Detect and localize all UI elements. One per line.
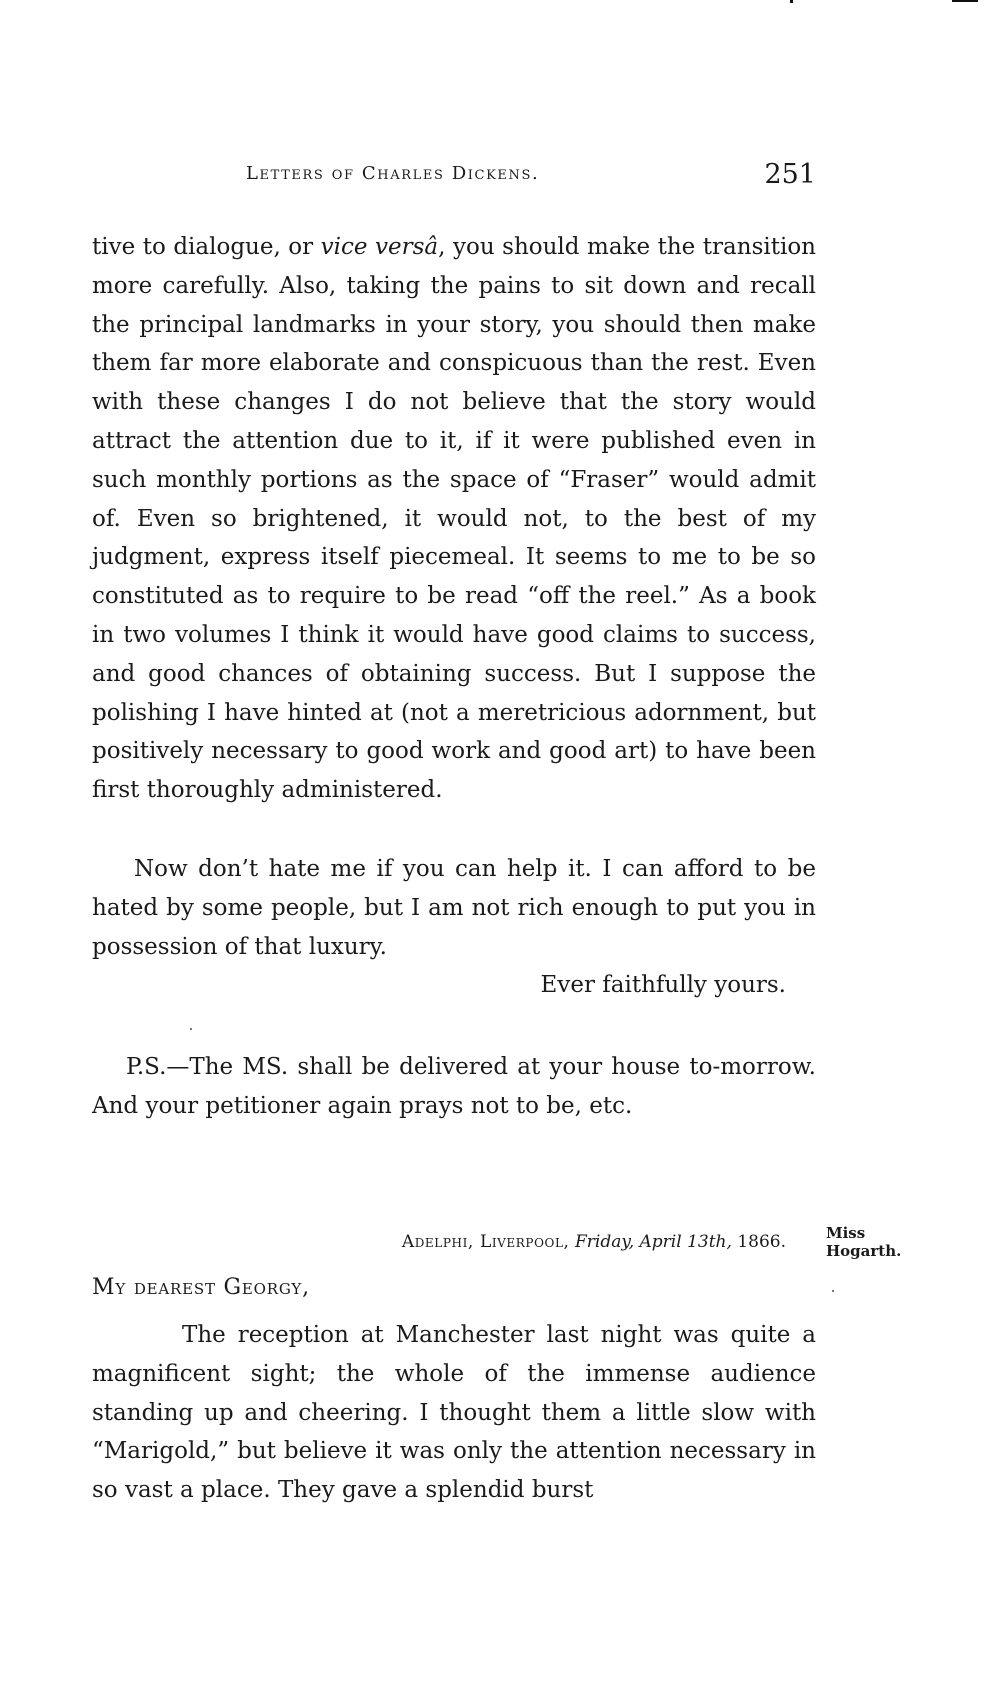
dateline-year: 1866. <box>737 1232 786 1252</box>
postscript: P.S.—The MS. shall be delivered at your house to-morrow. And your petitioner again prays not to be, etc. <box>92 1054 816 1119</box>
letter-2-paragraph-1: The reception at Manchester last night was quite a magnificent sight; the whole of the immense audience standing up and cheering. I thought them a little slow with “Marigold,” but believe it was only the attention necessary in so vast a place. They gave a splendid burst <box>92 1322 816 1504</box>
paragraph-1-text-b: , you should make the transition more carefully. Also, taking the pains to sit down and recall the principal landmarks in your story, you should then make them far more elaborate and conspicuous than the rest. Even with these changes I do not believe that the story would attract the attention due to it, if it were published even in such monthly portions as the space of “Fraser” would admit of. Even so brightened, it would not, to the best of my judgment, express itself piecemeal. It seems to me to be so constituted as to require to be read “off the reel.” As a book in two volumes I think it would have good claims to success, and good chances of obtaining success. But I suppose the polishing I have hinted at (not a meretricious adornment, but positively necessary to good work and good art) to have been first thoroughly administered. <box>92 234 816 804</box>
page-number: 251 <box>764 159 816 190</box>
closing-line: Ever faithfully yours. <box>540 972 786 998</box>
dateline-place: Adelphi, Liverpool, <box>401 1232 570 1252</box>
recipient-line-1: Miss <box>826 1224 866 1242</box>
paragraph-1 <box>92 228 816 810</box>
running-head <box>246 159 816 193</box>
scan-speck <box>190 1028 192 1030</box>
scan-speck <box>790 0 793 3</box>
recipient-line-2: Hogarth. <box>826 1242 902 1260</box>
dateline-month: April <box>639 1232 682 1252</box>
scan-edge-mark <box>952 0 978 6</box>
paragraph-1-text-a: tive to dialogue, or <box>92 234 321 260</box>
salutation: My dearest Georgy, <box>92 1275 310 1300</box>
letter-dateline <box>340 1232 786 1252</box>
dateline-day: Friday, <box>574 1232 635 1252</box>
recipient-margin-note <box>826 1224 901 1260</box>
scan-speck <box>832 1290 834 1292</box>
dateline-daynum: 13th, <box>687 1232 732 1252</box>
paragraph-2: Now don’t hate me if you can help it. I can afford to be hated by some people, but I am not rich enough to put you in possession of that luxury. <box>92 856 816 960</box>
paragraph-1-italic: vice versâ <box>320 234 439 260</box>
running-title: Letters of Charles Dickens. <box>246 163 540 184</box>
